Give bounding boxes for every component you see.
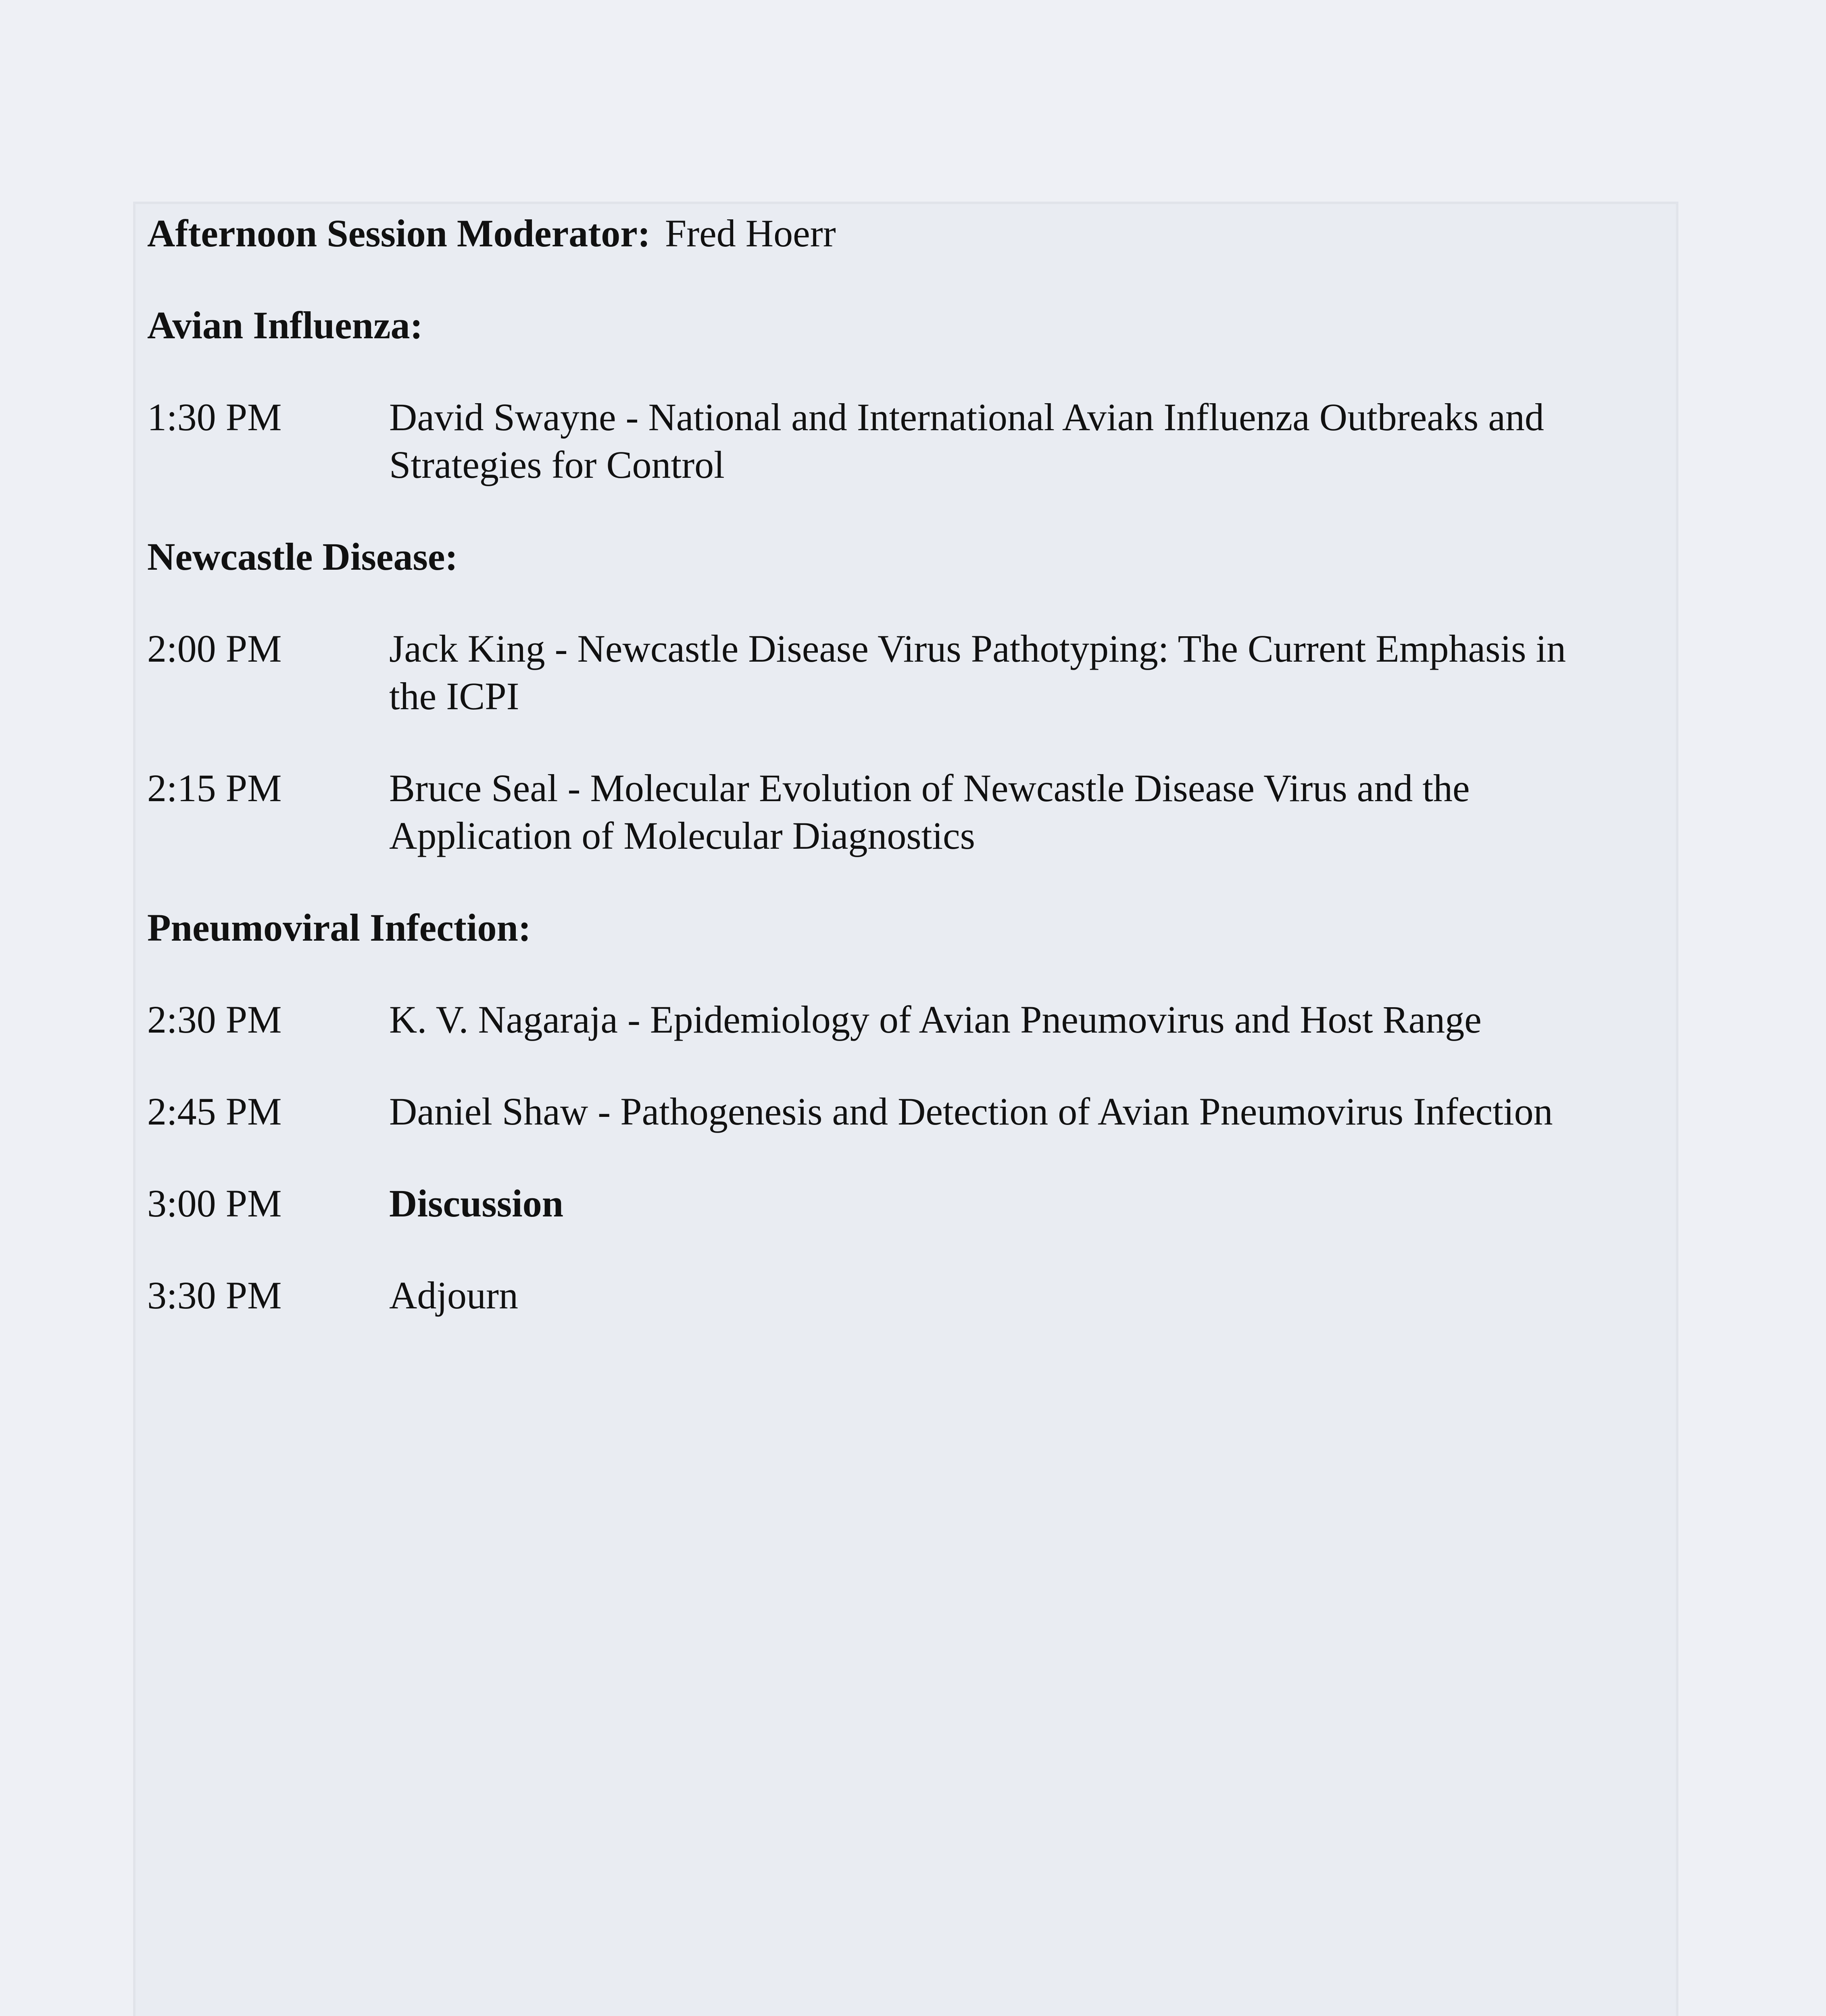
agenda-entry: [147, 996, 1639, 1043]
section-avian-influenza: [147, 302, 1639, 489]
entry-description: Daniel Shaw - Pathogenesis and Detection of Avian Pneumovirus Infection: [389, 1090, 1553, 1133]
moderator-name: Fred Hoerr: [665, 212, 836, 255]
agenda-entry-adjourn: [147, 1272, 1639, 1319]
section-heading: Avian Influenza:: [147, 304, 423, 347]
entry-time: 1:30 PM: [147, 396, 282, 439]
agenda-document: [147, 210, 1639, 1319]
entry-time: 2:15 PM: [147, 766, 282, 810]
entry-description: Bruce Seal - Molecular Evolution of Newcastle Disease Virus and the Application of Molecular Diagnostics: [389, 766, 1470, 857]
agenda-entry: [147, 1088, 1639, 1135]
entry-time: 3:30 PM: [147, 1274, 282, 1317]
section-pneumoviral-infection: [147, 904, 1639, 1135]
entry-time: 2:45 PM: [147, 1090, 282, 1133]
agenda-entry: [147, 625, 1639, 720]
agenda-entry-discussion: [147, 1180, 1639, 1227]
moderator-label: Afternoon Session Moderator:: [147, 212, 650, 255]
entry-time: 2:00 PM: [147, 627, 282, 670]
agenda-entry: [147, 764, 1639, 860]
section-heading: Newcastle Disease:: [147, 535, 458, 578]
section-newcastle-disease: [147, 533, 1639, 860]
entry-description: David Swayne - National and International Avian Influenza Outbreaks and Strategies for Control: [389, 396, 1544, 486]
entry-description: Adjourn: [389, 1274, 518, 1317]
section-heading: Pneumoviral Infection:: [147, 906, 531, 949]
agenda-entry: [147, 394, 1639, 489]
moderator-line: [147, 210, 1639, 257]
entry-description: Discussion: [389, 1182, 564, 1225]
entry-description: K. V. Nagaraja - Epidemiology of Avian Pneumovirus and Host Range: [389, 998, 1482, 1041]
entry-description: Jack King - Newcastle Disease Virus Pathotyping: The Current Emphasis in the ICPI: [389, 627, 1566, 718]
entry-time: 3:00 PM: [147, 1182, 282, 1225]
entry-time: 2:30 PM: [147, 998, 282, 1041]
